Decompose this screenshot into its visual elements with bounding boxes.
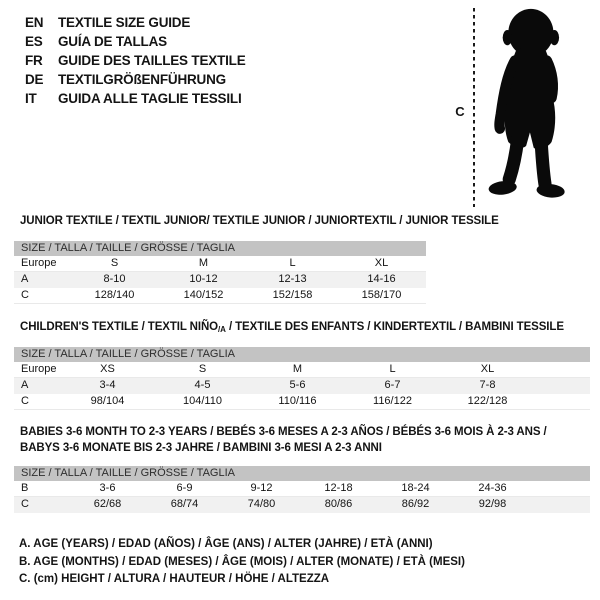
language-row-en xyxy=(25,13,246,32)
row-label-cell: A xyxy=(21,273,29,285)
table-cell: M xyxy=(292,363,303,375)
table-cell: 9-12 xyxy=(250,482,273,494)
children-section-heading xyxy=(20,321,564,334)
table-cell: 62/68 xyxy=(93,498,122,510)
table-cell: XS xyxy=(100,363,115,375)
filler-cell xyxy=(531,481,590,496)
language-code: IT xyxy=(25,91,37,106)
footnote-b: B. AGE (MONTHS) / EDAD (MESES) / ÂGE (MOIS) / ALTER (MONATE) / ETÀ (MESI) xyxy=(19,555,465,568)
size-header-band: SIZE / TALLA / TAILLE / GRÖSSE / TAGLIA xyxy=(14,466,590,481)
junior-section-heading: JUNIOR TEXTILE / TEXTIL JUNIOR/ TEXTILE JUNIOR / JUNIORTEXTIL / JUNIOR TESSILE xyxy=(20,215,499,227)
filler-cell xyxy=(531,497,590,512)
table-cell: 98/104 xyxy=(90,395,125,407)
babies-section-heading xyxy=(20,424,547,456)
table-cell: 4-5 xyxy=(194,379,211,391)
language-code: EN xyxy=(25,15,44,30)
table-cell: 128/140 xyxy=(94,289,135,301)
language-code: DE xyxy=(25,72,44,87)
language-code: ES xyxy=(25,34,43,49)
table-cell: XL xyxy=(374,257,389,269)
guide-title: GUÍA DE TALLAS xyxy=(58,34,167,49)
table-cell: 68/74 xyxy=(170,498,199,510)
table-cell: 92/98 xyxy=(478,498,507,510)
language-code: FR xyxy=(25,53,43,68)
height-measure-label: C xyxy=(455,104,465,119)
language-row-de xyxy=(25,70,246,89)
filler-cell xyxy=(535,378,590,393)
toddler-silhouette-image xyxy=(482,7,576,208)
table-cell: 86/92 xyxy=(401,498,430,510)
table-cell: L xyxy=(389,363,396,375)
heading-text: / TEXTILE DES ENFANTS / KINDERTEXTIL / BAMBINI TESSILE xyxy=(225,321,564,333)
footnote-c: C. (cm) HEIGHT / ALTURA / HAUTEUR / HÖHE / ALTEZZA xyxy=(19,573,330,585)
height-measure-dashed-line xyxy=(473,8,475,207)
footnote-legend xyxy=(19,536,465,589)
table-cell: 12-18 xyxy=(324,482,353,494)
table-cell: 104/110 xyxy=(183,395,222,407)
language-row-fr xyxy=(25,51,246,70)
table-cell: 3-6 xyxy=(99,482,116,494)
size-header-band: SIZE / TALLA / TAILLE / GRÖSSE / TAGLIA xyxy=(14,241,426,256)
heading-text: CHILDREN'S TEXTILE / TEXTIL NIÑO xyxy=(20,321,219,333)
junior-size-table xyxy=(14,241,426,304)
guide-title: GUIDA ALLE TAGLIE TESSILI xyxy=(58,91,242,106)
table-cell: 12-13 xyxy=(278,273,307,285)
table-cell: 10-12 xyxy=(189,273,218,285)
table-cell: 18-24 xyxy=(401,482,430,494)
row-label-cell: A xyxy=(21,379,29,391)
row-label-cell: C xyxy=(21,498,29,510)
table-row-height xyxy=(14,394,590,410)
language-title-block xyxy=(25,13,246,108)
row-label-cell: B xyxy=(21,482,29,494)
language-row-it xyxy=(25,89,246,108)
row-label-cell: C xyxy=(21,289,29,301)
table-cell: S xyxy=(110,257,119,269)
table-cell: 140/152 xyxy=(183,289,224,301)
table-row-europe xyxy=(14,256,426,272)
children-size-table xyxy=(14,347,590,410)
guide-title: TEXTILGRÖßENFÜHRUNG xyxy=(58,72,226,87)
table-cell: M xyxy=(198,257,209,269)
row-label-cell: C xyxy=(21,395,29,407)
footnote-a: A. AGE (YEARS) / EDAD (AÑOS) / ÂGE (ANS) / ALTER (JAHRE) / ETÀ (ANNI) xyxy=(19,538,433,550)
table-cell: 122/128 xyxy=(467,395,508,407)
table-cell: S xyxy=(198,363,207,375)
heading-subscript: /A xyxy=(218,325,226,334)
table-cell: 152/158 xyxy=(272,289,313,301)
table-cell: 24-36 xyxy=(478,482,507,494)
filler-cell xyxy=(535,394,590,409)
table-cell: 5-6 xyxy=(289,379,306,391)
row-label-cell: Europe xyxy=(21,363,57,375)
table-cell: 80/86 xyxy=(324,498,353,510)
table-cell: 6-7 xyxy=(384,379,401,391)
table-cell: 158/170 xyxy=(361,289,402,301)
table-row-age xyxy=(14,272,426,288)
table-row-age xyxy=(14,378,590,394)
heading-line-1: BABIES 3-6 MONTH TO 2-3 YEARS / BEBÉS 3-6 MESES A 2-3 AÑOS / BÉBÉS 3-6 MOIS À 2-3 ANS / xyxy=(20,426,547,438)
babies-size-table xyxy=(14,466,590,513)
size-header-band: SIZE / TALLA / TAILLE / GRÖSSE / TAGLIA xyxy=(14,347,590,362)
table-cell: 7-8 xyxy=(479,379,496,391)
table-row-europe xyxy=(14,362,590,378)
table-row-height xyxy=(14,288,426,304)
table-cell: 6-9 xyxy=(176,482,193,494)
table-cell: 8-10 xyxy=(103,273,126,285)
guide-title: GUIDE DES TAILLES TEXTILE xyxy=(58,53,246,68)
table-cell: 14-16 xyxy=(367,273,396,285)
table-cell: 116/122 xyxy=(373,395,412,407)
language-row-es xyxy=(25,32,246,51)
table-row-age-months xyxy=(14,481,590,497)
guide-title: TEXTILE SIZE GUIDE xyxy=(58,15,191,30)
table-cell: 74/80 xyxy=(247,498,276,510)
row-label-cell: Europe xyxy=(21,257,57,269)
table-cell: XL xyxy=(480,363,495,375)
table-cell: 110/116 xyxy=(278,395,317,407)
filler-cell xyxy=(535,362,590,377)
table-cell: L xyxy=(289,257,296,269)
table-row-height xyxy=(14,497,590,513)
table-cell: 3-4 xyxy=(99,379,116,391)
heading-line-2: BABYS 3-6 MONATE BIS 2-3 JAHRE / BAMBINI 3-6 MESI A 2-3 ANNI xyxy=(20,442,382,454)
